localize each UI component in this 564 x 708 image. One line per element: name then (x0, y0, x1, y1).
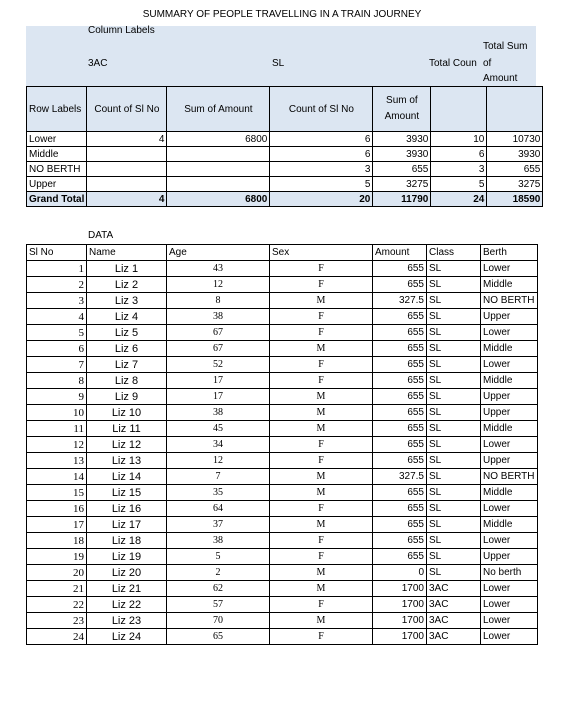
class-cell: SL (427, 293, 481, 309)
table-row (27, 405, 538, 421)
name-cell: Liz 14 (87, 469, 167, 485)
amount-cell: 1700 (373, 629, 427, 645)
data-header-cell: Age (167, 245, 270, 261)
sex-cell: F (270, 373, 373, 389)
sl-no-cell: 23 (27, 613, 87, 629)
table-row (27, 597, 538, 613)
sl-no-cell: 13 (27, 453, 87, 469)
class-cell: SL (427, 501, 481, 517)
berth-cell: NO BERTH (481, 469, 538, 485)
pivot-cell: 3930 (373, 147, 431, 162)
class-cell: SL (427, 389, 481, 405)
data-header-cell: Amount (373, 245, 427, 261)
sex-cell: M (270, 517, 373, 533)
data-header-cell: Berth (481, 245, 538, 261)
data-header-row (27, 245, 538, 261)
name-cell: Liz 23 (87, 613, 167, 629)
pivot-cell: 655 (487, 162, 543, 177)
pivot-cell: 3930 (373, 132, 431, 147)
pivot-row-label: NO BERTH (27, 162, 87, 177)
amount-cell: 655 (373, 277, 427, 293)
total-sum-label-1: Total Sum (483, 41, 528, 52)
name-cell: Liz 5 (87, 325, 167, 341)
pivot-cell (167, 177, 270, 192)
sl-no-cell: 12 (27, 437, 87, 453)
class-cell: 3AC (427, 629, 481, 645)
class-cell: SL (427, 453, 481, 469)
class-cell: 3AC (427, 581, 481, 597)
pivot-row-label: Grand Total (27, 192, 87, 207)
amount-cell: 1700 (373, 613, 427, 629)
sl-no-cell: 9 (27, 389, 87, 405)
class-cell: SL (427, 565, 481, 581)
pivot-cell: 6 (270, 147, 373, 162)
amount-cell: 327.5 (373, 469, 427, 485)
amount-cell: 655 (373, 501, 427, 517)
age-cell: 8 (167, 293, 270, 309)
class-cell: SL (427, 325, 481, 341)
table-row (27, 501, 538, 517)
amount-cell: 655 (373, 485, 427, 501)
table-row (27, 485, 538, 501)
berth-cell: No berth (481, 565, 538, 581)
amount-cell: 655 (373, 357, 427, 373)
name-cell: Liz 18 (87, 533, 167, 549)
table-row (27, 533, 538, 549)
pivot-row-label: Upper (27, 177, 87, 192)
pivot-cell: 4 (87, 132, 167, 147)
class-cell: 3AC (427, 613, 481, 629)
amount-cell: 655 (373, 389, 427, 405)
sex-cell: F (270, 309, 373, 325)
sl-no-cell: 17 (27, 517, 87, 533)
sex-cell: F (270, 549, 373, 565)
berth-cell: NO BERTH (481, 293, 538, 309)
data-caption: DATA (88, 230, 114, 241)
pivot-header-row (27, 87, 543, 132)
table-row (27, 389, 538, 405)
pivot-cell: 6800 (167, 132, 270, 147)
sl-no-cell: 6 (27, 341, 87, 357)
amount-cell: 655 (373, 549, 427, 565)
pivot-cell: 6 (270, 132, 373, 147)
sex-cell: F (270, 533, 373, 549)
class-cell: SL (427, 309, 481, 325)
sex-cell: M (270, 613, 373, 629)
pivot-cell: 655 (373, 162, 431, 177)
pivot-cell: 5 (431, 177, 487, 192)
sex-cell: M (270, 341, 373, 357)
pivot-row (27, 147, 543, 162)
pivot-row (27, 132, 543, 147)
pivot-cell (87, 162, 167, 177)
berth-cell: Lower (481, 437, 538, 453)
data-table-body (27, 261, 538, 645)
amount-cell: 655 (373, 325, 427, 341)
age-cell: 35 (167, 485, 270, 501)
sl-no-cell: 19 (27, 549, 87, 565)
pivot-header-cell: Count of Sl No (87, 87, 167, 132)
class-cell: SL (427, 485, 481, 501)
age-cell: 12 (167, 453, 270, 469)
table-row (27, 421, 538, 437)
pivot-cell: 3275 (487, 177, 543, 192)
amount-cell: 1700 (373, 581, 427, 597)
sl-no-cell: 1 (27, 261, 87, 277)
sex-cell: F (270, 597, 373, 613)
name-cell: Liz 7 (87, 357, 167, 373)
sex-cell: F (270, 501, 373, 517)
sl-no-cell: 8 (27, 373, 87, 389)
age-cell: 34 (167, 437, 270, 453)
pivot-cell: 24 (431, 192, 487, 207)
amount-cell: 655 (373, 373, 427, 389)
class-cell: SL (427, 549, 481, 565)
name-cell: Liz 20 (87, 565, 167, 581)
age-cell: 38 (167, 405, 270, 421)
sl-no-cell: 2 (27, 277, 87, 293)
berth-cell: Lower (481, 501, 538, 517)
data-header-cell: Class (427, 245, 481, 261)
sex-cell: F (270, 453, 373, 469)
amount-cell: 655 (373, 261, 427, 277)
berth-cell: Middle (481, 373, 538, 389)
total-sum-label-3: Amount (483, 73, 518, 84)
table-row (27, 517, 538, 533)
age-cell: 67 (167, 341, 270, 357)
amount-cell: 1700 (373, 597, 427, 613)
age-cell: 57 (167, 597, 270, 613)
group-sl-label: SL (272, 58, 285, 69)
amount-cell: 327.5 (373, 293, 427, 309)
table-row (27, 373, 538, 389)
name-cell: Liz 12 (87, 437, 167, 453)
name-cell: Liz 4 (87, 309, 167, 325)
amount-cell: 655 (373, 533, 427, 549)
amount-cell: 655 (373, 405, 427, 421)
berth-cell: Upper (481, 389, 538, 405)
data-header-cell: Sex (270, 245, 373, 261)
name-cell: Liz 6 (87, 341, 167, 357)
table-row (27, 613, 538, 629)
group-3ac-label: 3AC (88, 58, 108, 69)
pivot-cell: 4 (87, 192, 167, 207)
sex-cell: M (270, 581, 373, 597)
total-count-label: Total Coun (429, 58, 477, 69)
name-cell: Liz 16 (87, 501, 167, 517)
sex-cell: M (270, 485, 373, 501)
sex-cell: M (270, 565, 373, 581)
berth-cell: Lower (481, 629, 538, 645)
sl-no-cell: 7 (27, 357, 87, 373)
amount-cell: 655 (373, 517, 427, 533)
amount-cell: 655 (373, 341, 427, 357)
name-cell: Liz 9 (87, 389, 167, 405)
table-row (27, 261, 538, 277)
table-row (27, 581, 538, 597)
age-cell: 62 (167, 581, 270, 597)
sex-cell: M (270, 421, 373, 437)
data-table (26, 244, 538, 645)
class-cell: SL (427, 373, 481, 389)
sl-no-cell: 24 (27, 629, 87, 645)
sl-no-cell: 4 (27, 309, 87, 325)
age-cell: 5 (167, 549, 270, 565)
berth-cell: Middle (481, 517, 538, 533)
table-row (27, 469, 538, 485)
sl-no-cell: 15 (27, 485, 87, 501)
sl-no-cell: 3 (27, 293, 87, 309)
class-cell: SL (427, 277, 481, 293)
amount-cell: 0 (373, 565, 427, 581)
berth-cell: Middle (481, 277, 538, 293)
name-cell: Liz 1 (87, 261, 167, 277)
age-cell: 17 (167, 389, 270, 405)
name-cell: Liz 19 (87, 549, 167, 565)
name-cell: Liz 2 (87, 277, 167, 293)
name-cell: Liz 8 (87, 373, 167, 389)
pivot-cell: 10730 (487, 132, 543, 147)
age-cell: 43 (167, 261, 270, 277)
age-cell: 2 (167, 565, 270, 581)
sex-cell: M (270, 405, 373, 421)
pivot-cell: 3930 (487, 147, 543, 162)
table-row (27, 341, 538, 357)
amount-cell: 655 (373, 421, 427, 437)
berth-cell: Lower (481, 613, 538, 629)
table-row (27, 325, 538, 341)
pivot-header-cell (431, 87, 487, 132)
sex-cell: F (270, 357, 373, 373)
pivot-cell: 3275 (373, 177, 431, 192)
sl-no-cell: 18 (27, 533, 87, 549)
class-cell: SL (427, 533, 481, 549)
age-cell: 12 (167, 277, 270, 293)
age-cell: 52 (167, 357, 270, 373)
berth-cell: Upper (481, 453, 538, 469)
pivot-cell: 3 (431, 162, 487, 177)
age-cell: 45 (167, 421, 270, 437)
sex-cell: M (270, 389, 373, 405)
table-row (27, 277, 538, 293)
pivot-cell (87, 147, 167, 162)
pivot-cell (167, 162, 270, 177)
sl-no-cell: 20 (27, 565, 87, 581)
pivot-row-label: Middle (27, 147, 87, 162)
name-cell: Liz 21 (87, 581, 167, 597)
table-row (27, 437, 538, 453)
column-labels-label: Column Labels (88, 25, 155, 36)
amount-cell: 655 (373, 437, 427, 453)
age-cell: 37 (167, 517, 270, 533)
age-cell: 38 (167, 533, 270, 549)
pivot-cell: 11790 (373, 192, 431, 207)
berth-cell: Lower (481, 597, 538, 613)
name-cell: Liz 10 (87, 405, 167, 421)
pivot-cell: 18590 (487, 192, 543, 207)
sex-cell: F (270, 277, 373, 293)
berth-cell: Lower (481, 357, 538, 373)
berth-cell: Lower (481, 581, 538, 597)
table-row (27, 309, 538, 325)
amount-cell: 655 (373, 453, 427, 469)
sex-cell: F (270, 325, 373, 341)
total-sum-label-2: of (483, 58, 492, 69)
name-cell: Liz 24 (87, 629, 167, 645)
class-cell: SL (427, 261, 481, 277)
sl-no-cell: 21 (27, 581, 87, 597)
sex-cell: F (270, 437, 373, 453)
sl-no-cell: 16 (27, 501, 87, 517)
pivot-cell: 6 (431, 147, 487, 162)
data-header-cell: Sl No (27, 245, 87, 261)
class-cell: SL (427, 357, 481, 373)
class-cell: SL (427, 437, 481, 453)
age-cell: 70 (167, 613, 270, 629)
name-cell: Liz 22 (87, 597, 167, 613)
pivot-header-cell (487, 87, 543, 132)
sex-cell: M (270, 469, 373, 485)
class-cell: SL (427, 405, 481, 421)
berth-cell: Middle (481, 421, 538, 437)
pivot-cell (167, 147, 270, 162)
berth-cell: Middle (481, 341, 538, 357)
berth-cell: Upper (481, 549, 538, 565)
table-row (27, 357, 538, 373)
age-cell: 67 (167, 325, 270, 341)
berth-cell: Upper (481, 405, 538, 421)
amount-cell: 655 (373, 309, 427, 325)
age-cell: 7 (167, 469, 270, 485)
sex-cell: F (270, 629, 373, 645)
sex-cell: M (270, 293, 373, 309)
pivot-row (27, 162, 543, 177)
pivot-header-cell: Sum of Amount (373, 87, 431, 132)
pivot-cell: 5 (270, 177, 373, 192)
pivot-cell: 20 (270, 192, 373, 207)
age-cell: 38 (167, 309, 270, 325)
pivot-cell (87, 177, 167, 192)
table-row (27, 549, 538, 565)
sl-no-cell: 5 (27, 325, 87, 341)
pivot-cell: 6800 (167, 192, 270, 207)
table-row (27, 565, 538, 581)
class-cell: 3AC (427, 597, 481, 613)
berth-cell: Lower (481, 325, 538, 341)
pivot-grand-total-row (27, 192, 543, 207)
pivot-header-cell: Row Labels (27, 87, 87, 132)
class-cell: SL (427, 341, 481, 357)
age-cell: 64 (167, 501, 270, 517)
pivot-cell: 10 (431, 132, 487, 147)
berth-cell: Lower (481, 261, 538, 277)
pivot-table (26, 86, 543, 207)
sex-cell: F (270, 261, 373, 277)
age-cell: 17 (167, 373, 270, 389)
sl-no-cell: 10 (27, 405, 87, 421)
sl-no-cell: 22 (27, 597, 87, 613)
table-row (27, 629, 538, 645)
pivot-row (27, 177, 543, 192)
pivot-header-cell: Sum of Amount (167, 87, 270, 132)
pivot-header-cell: Count of Sl No (270, 87, 373, 132)
class-cell: SL (427, 421, 481, 437)
page-title: SUMMARY OF PEOPLE TRAVELLING IN A TRAIN JOURNEY (142, 9, 422, 20)
name-cell: Liz 15 (87, 485, 167, 501)
class-cell: SL (427, 469, 481, 485)
table-row (27, 453, 538, 469)
name-cell: Liz 11 (87, 421, 167, 437)
berth-cell: Middle (481, 485, 538, 501)
age-cell: 65 (167, 629, 270, 645)
name-cell: Liz 17 (87, 517, 167, 533)
data-header-cell: Name (87, 245, 167, 261)
sl-no-cell: 11 (27, 421, 87, 437)
name-cell: Liz 3 (87, 293, 167, 309)
table-row (27, 293, 538, 309)
class-cell: SL (427, 517, 481, 533)
sl-no-cell: 14 (27, 469, 87, 485)
pivot-cell: 3 (270, 162, 373, 177)
name-cell: Liz 13 (87, 453, 167, 469)
berth-cell: Lower (481, 533, 538, 549)
berth-cell: Upper (481, 309, 538, 325)
pivot-row-label: Lower (27, 132, 87, 147)
